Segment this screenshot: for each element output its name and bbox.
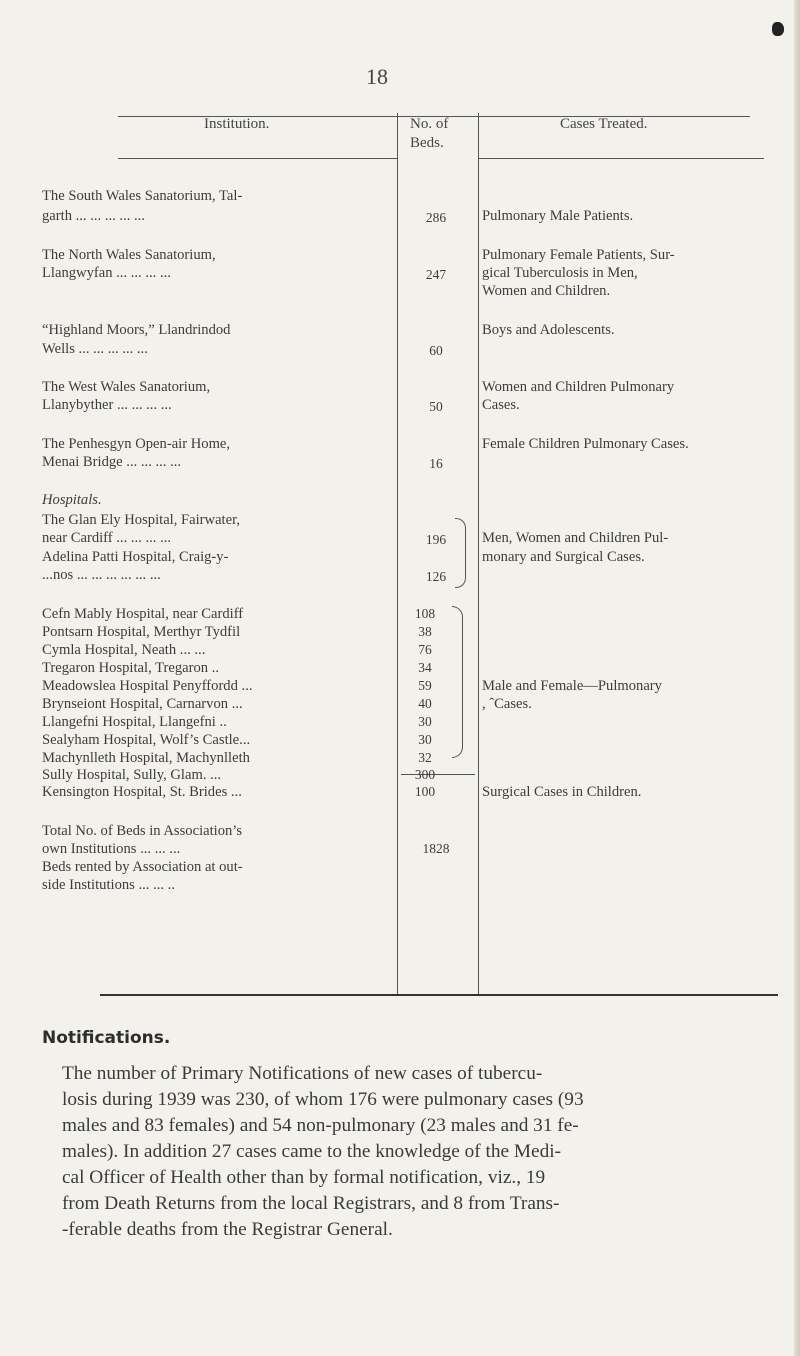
paragraph-line: males). In addition 27 cases came to the knowledge of the Medi- xyxy=(62,1141,562,1162)
bed-count: 40 xyxy=(418,696,432,711)
hospitals-subheading: Hospitals. xyxy=(42,492,102,508)
institution-name: Kensington Hospital, St. Brides ... xyxy=(42,784,242,800)
bed-count: 126 xyxy=(425,569,447,584)
paragraph-line: from Death Returns from the local Registrars, and 8 from Trans- xyxy=(62,1193,560,1214)
cases-treated: Cases. xyxy=(482,397,520,413)
institution-name: Cymla Hospital, Neath ... ... xyxy=(42,642,206,658)
institution-name: Menai Bridge ... ... ... ... xyxy=(42,454,182,470)
cases-treated: Women and Children Pulmonary xyxy=(482,379,675,395)
bed-count: 34 xyxy=(418,660,432,675)
institution-name: Cefn Mably Hospital, near Cardiff xyxy=(42,606,244,622)
header-beds-line1: No. of xyxy=(410,116,449,132)
institution-name: Tregaron Hospital, Tregaron .. xyxy=(42,660,220,676)
cases-treated: Women and Children. xyxy=(482,283,611,299)
paragraph-line: males and 83 females) and 54 non-pulmonary (23 males and 31 fe- xyxy=(62,1115,579,1136)
institution-name: ...nos ... ... ... ... ... ... xyxy=(42,567,161,583)
bed-count: 300 xyxy=(414,767,436,782)
bed-count: 196 xyxy=(425,532,447,547)
notifications-heading: Notifications. xyxy=(42,1028,171,1048)
header-institution: Institution. xyxy=(204,116,270,132)
bed-count: 247 xyxy=(425,267,447,282)
bed-count: 59 xyxy=(418,678,432,693)
institution-name: The North Wales Sanatorium, xyxy=(42,247,216,263)
header-beds-line2: Beds. xyxy=(410,135,444,151)
table-bottom-rule xyxy=(100,994,778,996)
institution-name: garth ... ... ... ... ... xyxy=(42,208,145,224)
bed-count: 286 xyxy=(425,210,447,225)
column-divider-1 xyxy=(397,113,398,995)
paragraph-line: -ferable deaths from the Registrar General. xyxy=(62,1219,393,1240)
paragraph-line: The number of Primary Notifications of new cases of tubercu- xyxy=(62,1063,543,1084)
institution-name: Llangefni Hospital, Llangefni .. xyxy=(42,714,227,730)
total-label: Beds rented by Association at out- xyxy=(42,859,243,875)
cases-treated: Surgical Cases in Children. xyxy=(482,784,642,800)
institution-name: Sealyham Hospital, Wolf’s Castle... xyxy=(42,732,251,748)
page-number: 18 xyxy=(366,64,388,89)
institution-name: Adelina Patti Hospital, Craig-y- xyxy=(42,549,229,565)
total-bed-count: 1828 xyxy=(422,841,450,856)
institution-name: “Highland Moors,” Llandrindod xyxy=(42,322,231,338)
page-edge-shadow xyxy=(794,0,800,1356)
header-cases: Cases Treated. xyxy=(560,116,648,132)
cases-treated: Pulmonary Female Patients, Sur- xyxy=(482,247,675,263)
brace-group-2 xyxy=(452,606,463,758)
bed-count: 50 xyxy=(429,399,443,414)
cases-treated: Boys and Adolescents. xyxy=(482,322,615,338)
institution-name: Meadowslea Hospital Penyffordd ... xyxy=(42,678,253,694)
institution-name: Wells ... ... ... ... ... xyxy=(42,341,148,357)
institution-name: Pontsarn Hospital, Merthyr Tydfil xyxy=(42,624,241,640)
institution-name: The West Wales Sanatorium, xyxy=(42,379,211,395)
cases-treated: , ˆCases. xyxy=(482,696,532,712)
header-rule-right xyxy=(478,158,764,159)
bed-count: 30 xyxy=(418,714,432,729)
ink-blot xyxy=(772,22,784,36)
bed-count: 16 xyxy=(429,456,443,471)
bed-count: 108 xyxy=(414,606,436,621)
brace-group-1 xyxy=(455,518,466,588)
column-divider-2 xyxy=(478,113,479,995)
institution-name: Llangwyfan ... ... ... ... xyxy=(42,265,171,281)
total-label: own Institutions ... ... ... xyxy=(42,841,181,857)
bed-count: 60 xyxy=(429,343,443,358)
institution-name: The Glan Ely Hospital, Fairwater, xyxy=(42,512,240,528)
cases-treated: gical Tuberculosis in Men, xyxy=(482,265,638,281)
paragraph-line: cal Officer of Health other than by formal notification, viz., 19 xyxy=(62,1167,546,1188)
total-label: Total No. of Beds in Association’s xyxy=(42,823,243,839)
cases-treated: Female Children Pulmonary Cases. xyxy=(482,436,689,452)
institution-name: The South Wales Sanatorium, Tal- xyxy=(42,188,243,204)
bed-count: 32 xyxy=(418,750,432,765)
cases-treated: monary and Surgical Cases. xyxy=(482,549,645,565)
total-label: side Institutions ... ... .. xyxy=(42,877,175,893)
institution-name: Llanybyther ... ... ... ... xyxy=(42,397,172,413)
cases-treated: Male and Female—Pulmonary xyxy=(482,678,662,694)
header-rule-left xyxy=(118,158,398,159)
cases-treated: Men, Women and Children Pul- xyxy=(482,530,669,546)
institution-name: The Penhesgyn Open-air Home, xyxy=(42,436,231,452)
bed-count: 30 xyxy=(418,732,432,747)
institution-name: Brynseiont Hospital, Carnarvon ... xyxy=(42,696,243,712)
paragraph-line: losis during 1939 was 230, of whom 176 were pulmonary cases (93 xyxy=(62,1089,584,1110)
institution-name: Sully Hospital, Sully, Glam. ... xyxy=(42,767,222,783)
cases-treated: Pulmonary Male Patients. xyxy=(482,208,634,224)
bed-count: 38 xyxy=(418,624,432,639)
bed-count: 100 xyxy=(414,784,436,799)
institution-name: Machynlleth Hospital, Machynlleth xyxy=(42,750,250,766)
institution-name: near Cardiff ... ... ... ... xyxy=(42,530,172,546)
bed-count: 76 xyxy=(418,642,432,657)
